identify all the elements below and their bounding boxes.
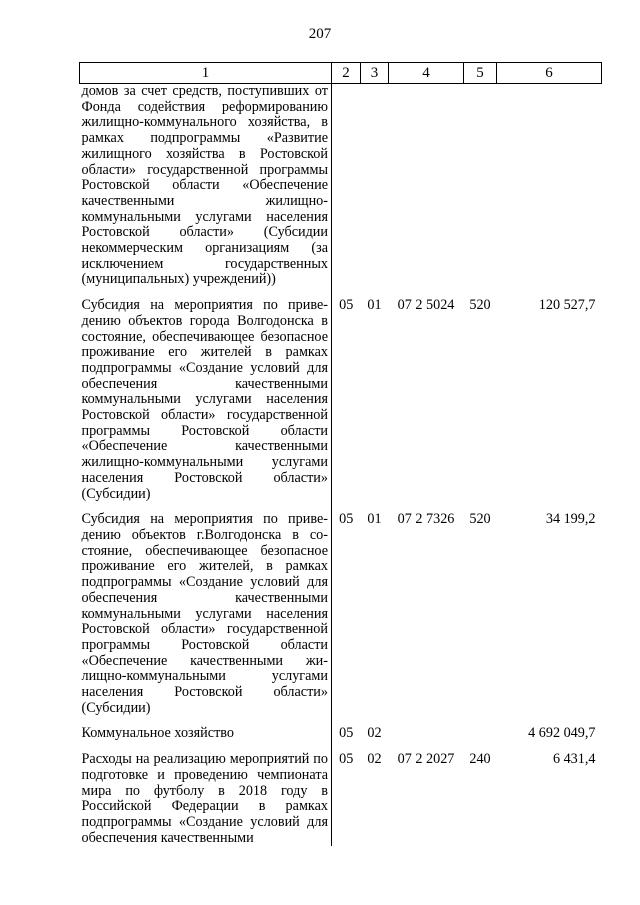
column-header-4: 4 — [389, 63, 464, 84]
row-description: Коммунальное хозяйство — [80, 726, 332, 742]
row-expense-type — [464, 84, 497, 289]
row-description: Субсидия на мероприятия по приведению объектов г.Волгодонска в состояние, обеспечивающее безопасное проживание его жителей, в рамках подпрограммы «Создание условий для обеспечения качественными коммунальными услугами населения Ростовской области» государственной программы Ростовской области «Обеспечение качественными жилищно-коммунальными услугами населения Ростовской области» (Субсидии) — [80, 512, 332, 716]
row-amount: 34 199,2 — [545, 511, 596, 528]
row-section: 05 — [339, 511, 354, 528]
row-expense-type: 240 — [469, 751, 491, 768]
table-row — [80, 752, 602, 846]
row-description: домов за счет средств, поступивших от Фонда содействия реформированию жилищно-коммунального хозяйства, в рамках подпрограммы «Развитие жилищного хозяйства в Ростовской области» государственной программы Ростовской области «Обеспечение качественными жилищно-коммунальными услугами населения Ростовской области» (Субсидии некоммерческим организациям (за исключением государственных (муниципальных) учреждений)) — [80, 84, 332, 289]
column-header-6: 6 — [497, 63, 602, 84]
row-description: Расходы на реализацию мероприятий по подготовке и проведению чемпионата мира по футболу в 2018 году в Российской Федерации в рамках подпрограммы «Создание условий для обеспечения качественными — [80, 752, 332, 846]
row-expense-type: 520 — [469, 511, 491, 528]
table-header — [80, 63, 602, 84]
row-amount — [497, 84, 602, 289]
row-amount: 120 527,7 — [538, 297, 596, 314]
row-section: 05 — [339, 725, 354, 742]
row-target-article: 07 2 2027 — [397, 751, 455, 768]
column-header-1: 1 — [80, 63, 332, 84]
table-row — [80, 726, 602, 742]
row-expense-type: 520 — [469, 297, 491, 314]
column-header-2: 2 — [332, 63, 361, 84]
row-section: 05 — [339, 751, 354, 768]
row-target-article — [389, 726, 464, 742]
row-description: Субсидия на мероприятия по приведению объектов города Волгодонска в состояние, обеспечивающее безопасное проживание его жителей в рамках подпрограммы «Создание условий для обеспечения качественными коммунальными услугами населения Ростовской области» государственной программы Ростовской области «Обеспечение качественными жилищно-коммунальными услугами населения Ростовской области» (Субсидии) — [80, 298, 332, 502]
row-subsection: 01 — [367, 297, 382, 314]
row-amount: 6 431,4 — [552, 751, 596, 768]
row-section: 05 — [339, 297, 354, 314]
table-row — [80, 298, 602, 502]
row-amount: 4 692 049,7 — [528, 725, 596, 742]
table-row — [80, 512, 602, 716]
row-subsection: 02 — [367, 725, 382, 742]
row-subsection — [361, 84, 389, 289]
row-expense-type — [464, 726, 497, 742]
row-target-article — [389, 84, 464, 289]
row-target-article: 07 2 5024 — [397, 297, 455, 314]
table-row — [80, 84, 602, 289]
row-section — [332, 84, 361, 289]
page-number: 207 — [308, 26, 332, 42]
row-target-article: 07 2 7326 — [397, 511, 455, 528]
row-subsection: 02 — [367, 751, 382, 768]
column-header-5: 5 — [464, 63, 497, 84]
row-subsection: 01 — [367, 511, 382, 528]
budget-table — [79, 62, 602, 846]
column-header-3: 3 — [361, 63, 389, 84]
